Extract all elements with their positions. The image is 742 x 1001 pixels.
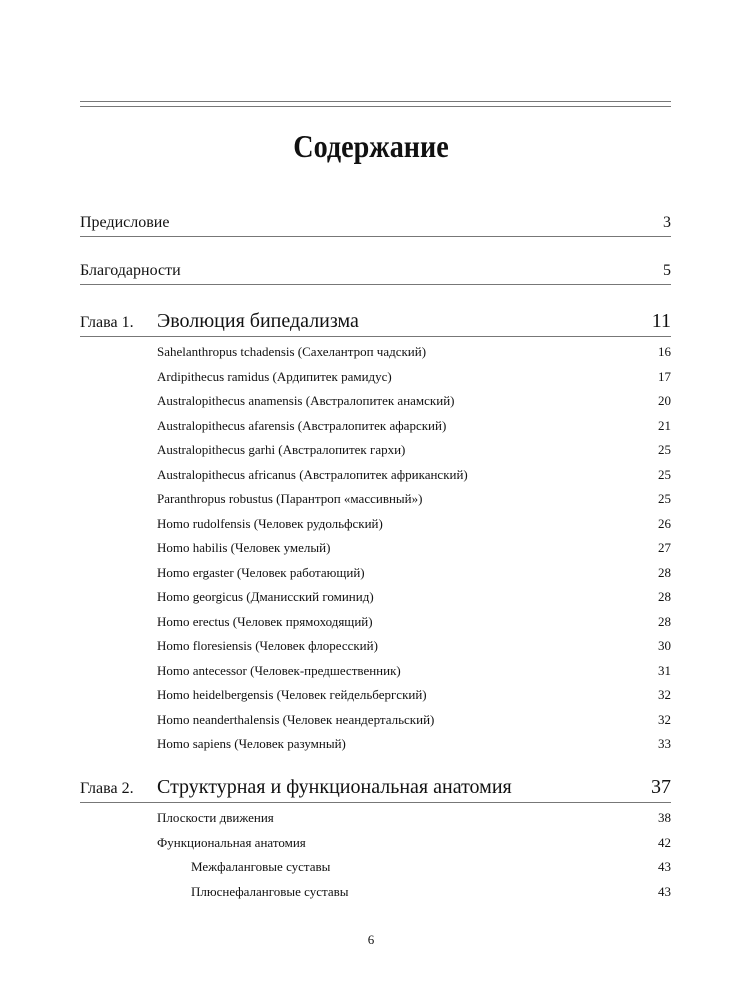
entry-title: Homo erectus (Человек прямоходящий) (157, 613, 373, 629)
toc-entry[interactable] (157, 414, 671, 439)
chapter-2-entries (157, 806, 671, 904)
entry-page: 28 (658, 613, 671, 629)
toc-entry-acknowledgements[interactable] (80, 262, 671, 285)
toc-entry[interactable] (157, 634, 671, 659)
page-number: 6 (367, 932, 375, 947)
chapter-label: Глава 2. (80, 780, 134, 797)
chapter-1-entries (157, 340, 671, 757)
toc-entry[interactable] (157, 536, 671, 561)
entry-title: Предисловие (80, 214, 170, 231)
entry-page: 32 (658, 687, 671, 702)
entry-title: Ardipithecus ramidus (Ардипитек рамидус) (157, 368, 392, 384)
toc-chapter-1[interactable] (80, 310, 671, 337)
entry-page: 20 (658, 393, 671, 408)
top-rule-1 (80, 101, 671, 102)
toc-entry[interactable] (157, 831, 671, 856)
entry-page: 28 (658, 589, 671, 604)
entry-title: Homo neanderthalensis (Человек неандертальский) (157, 711, 435, 727)
entry-title: Australopithecus anamensis (Австралопитек анамский) (157, 393, 455, 408)
entry-title: Australopithecus garhi (Австралопитек гархи) (157, 442, 406, 457)
toc-entry[interactable] (157, 438, 671, 463)
entry-page: 17 (658, 368, 671, 384)
chapter-title: Эволюция бипедализма (157, 310, 359, 332)
toc-entry[interactable] (157, 880, 671, 905)
entry-title: Homo floresiensis (Человек флоресский) (157, 638, 378, 653)
entry-page: 42 (658, 834, 671, 850)
toc-entry[interactable] (157, 806, 671, 831)
entry-title: Sahelanthropus tchadensis (Сахелантроп чадский) (157, 344, 427, 359)
entry-title: Благодарности (80, 262, 181, 279)
toc-entry[interactable] (157, 487, 671, 512)
entry-page: 27 (658, 540, 671, 555)
toc-entry[interactable] (157, 585, 671, 610)
toc-chapter-2[interactable] (80, 776, 671, 803)
entry-page: 33 (658, 736, 671, 751)
entry-page: 43 (658, 883, 671, 899)
entry-title: Межфаланговые суставы (191, 859, 331, 874)
entry-title: Homo antecessor (Человек-предшественник) (157, 662, 401, 678)
entry-title: Homo rudolfensis (Человек рудольфский) (157, 515, 383, 531)
toc-entry[interactable] (157, 365, 671, 390)
toc-entry[interactable] (157, 463, 671, 488)
entry-title: Функциональная анатомия (157, 834, 306, 850)
entry-title: Homo sapiens (Человек разумный) (157, 736, 346, 751)
toc-entry[interactable] (157, 389, 671, 414)
entry-page: 21 (658, 417, 671, 433)
entry-page: 3 (663, 214, 671, 231)
top-rule-2 (80, 106, 671, 107)
entry-page: 25 (658, 442, 671, 457)
toc-entry[interactable] (157, 683, 671, 708)
toc-entry[interactable] (157, 561, 671, 586)
entry-page: 25 (658, 491, 671, 506)
chapter-label: Глава 1. (80, 314, 134, 331)
entry-title: Плоскости движения (157, 810, 274, 825)
entry-title: Homo heidelbergensis (Человек гейдельбергский) (157, 687, 427, 702)
toc-entry[interactable] (157, 855, 671, 880)
entry-page: 43 (658, 859, 671, 874)
entry-page: 5 (663, 262, 671, 279)
entry-title: Australopithecus afarensis (Австралопитек афарский) (157, 417, 447, 433)
toc-entry-preface[interactable] (80, 214, 671, 237)
entry-page: 38 (658, 810, 671, 825)
entry-title: Плюснефаланговые суставы (191, 883, 349, 899)
entry-title: Paranthropus robustus (Парантроп «массивный») (157, 491, 423, 506)
entry-title: Homo georgicus (Дманисский гоминид) (157, 589, 374, 604)
entry-page: 16 (658, 344, 671, 359)
entry-page: 31 (658, 662, 671, 678)
chapter-page: 37 (651, 776, 671, 798)
toc-entry[interactable] (157, 340, 671, 365)
entry-page: 26 (658, 515, 671, 531)
chapter-page: 11 (651, 310, 671, 332)
toc-entry[interactable] (157, 659, 671, 684)
toc-entry[interactable] (157, 708, 671, 733)
toc-entry[interactable] (157, 610, 671, 635)
entry-page: 32 (658, 711, 671, 727)
entry-title: Australopithecus africanus (Австралопитек африканский) (157, 466, 468, 482)
entry-title: Homo habilis (Человек умелый) (157, 540, 331, 555)
chapter-title: Структурная и функциональная анатомия (157, 776, 512, 798)
entry-page: 30 (658, 638, 671, 653)
toc-entry[interactable] (157, 512, 671, 537)
toc-entry[interactable] (157, 732, 671, 757)
entry-page: 28 (658, 564, 671, 580)
entry-page: 25 (658, 466, 671, 482)
entry-title: Homo ergaster (Человек работающий) (157, 564, 365, 580)
page-title: Содержание (293, 128, 449, 164)
